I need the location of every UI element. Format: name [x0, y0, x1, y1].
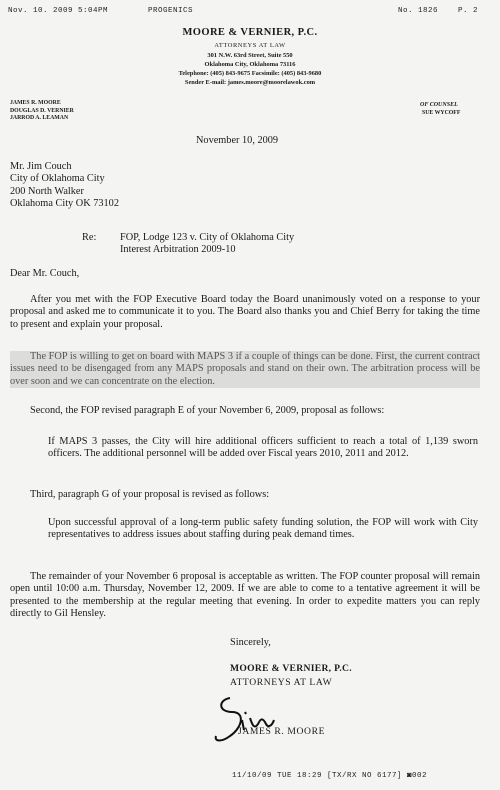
- paragraph-3: Second, the FOP revised paragraph E of your November 6, 2009, proposal as follows:: [30, 405, 385, 416]
- partner-name: JAMES R. MOORE: [10, 100, 61, 106]
- re-label: Re:: [82, 232, 97, 243]
- fax-datetime: Nov. 10. 2009 5:04PM: [8, 7, 109, 15]
- partner-list: [10, 100, 74, 123]
- paragraph-1: After you met with the FOP Executive Board today the Board unanimously voted on a response to your proposal and asked me to communicate it to you. The Board also thanks you and Chief Berry for taking the time to present and explain your proposal.: [10, 294, 480, 330]
- paragraph-6: Upon successful approval of a long-term public safety funding solution, the FOP will work with City representatives to address issues about staffing during peak demand times.: [48, 517, 478, 541]
- paragraph-4: If MAPS 3 passes, the City will hire additional officers sufficient to reach a total of 1,139 sworn officers. The additional personnel will be added over Fiscal years 2010, 2011 and 2012.: [48, 436, 478, 460]
- fax-company: PROGENICS: [148, 7, 194, 15]
- handwritten-signature: [212, 690, 292, 750]
- partner-name: DOUGLAS D. VERNIER: [10, 107, 74, 114]
- letterhead-subtitle: ATTORNEYS AT LAW: [214, 42, 286, 49]
- letter-date: November 10, 2009: [196, 135, 279, 146]
- of-counsel-label: OF COUNSEL: [420, 102, 458, 108]
- recipient-line: Mr. Jim Couch: [10, 161, 72, 172]
- closing-sincerely: Sincerely,: [230, 637, 271, 648]
- paragraph-2: The FOP is willing to get on board with MAPS 3 if a couple of things can be done. First, the current contract issues need to be disengaged from any MAPS proposals and stand on their own. The arbitration process will be over soon and we can concentrate on the election.: [10, 351, 480, 387]
- closing-signer: JAMES R. MOORE: [238, 726, 326, 737]
- re-block: [120, 232, 294, 257]
- recipient-block: [10, 161, 119, 211]
- of-counsel-name: SUE WYCOFF: [422, 110, 461, 116]
- recipient-line: City of Oklahoma City: [10, 173, 105, 185]
- fax-page-number: P. 2: [458, 7, 479, 15]
- salutation: Dear Mr. Couch,: [10, 268, 80, 279]
- re-line: FOP, Lodge 123 v. City of Oklahoma City: [120, 232, 295, 243]
- closing-firm: MOORE & VERNIER, P.C.: [230, 663, 352, 674]
- letterhead-firm: MOORE & VERNIER, P.C.: [182, 27, 318, 38]
- paragraph-7: The remainder of your November 6 proposal is acceptable as written. The FOP counter proposal will remain open until 10:00 a.m. Thursday, November 12, 2009. If we are able to come to a tentative agreement it will be presented to the membership at the regular meeting that evening. In order to expedite matters you can reply directly to Gil Hensley.: [10, 571, 480, 620]
- letterhead-email: Sender E-mail: james.moore@moorelawok.com: [184, 79, 316, 86]
- recipient-line: Oklahoma City OK 73102: [10, 198, 119, 210]
- letterhead-street: 301 N.W. 63rd Street, Suite 550: [207, 52, 293, 59]
- closing-subtitle: ATTORNEYS AT LAW: [230, 677, 333, 688]
- letterhead-city: Oklahoma City, Oklahoma 73116: [204, 61, 296, 68]
- re-line: Interest Arbitration 2009-10: [120, 244, 236, 256]
- letterhead-phone: Telephone: (405) 843-9675 Facsimile: (405) 843-9680: [178, 70, 322, 77]
- fax-number: No. 1826: [398, 7, 439, 15]
- fax-footer: 11/10/09 TUE 18:29 [TX/RX NO 6177] ◙002: [232, 772, 428, 780]
- paragraph-5: Third, paragraph G of your proposal is revised as follows:: [30, 489, 270, 500]
- partner-name: JARROD A. LEAMAN: [10, 115, 69, 122]
- recipient-line: 200 North Walker: [10, 185, 84, 197]
